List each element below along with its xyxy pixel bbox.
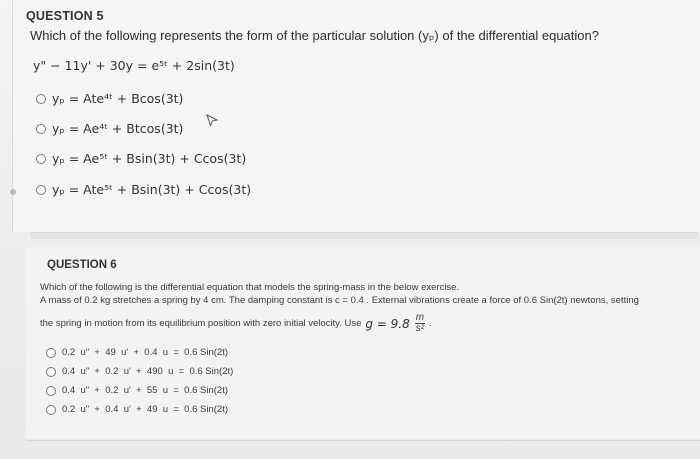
question-6-line-2: A mass of 0.2 kg stretches a spring by 4 cm. The damping constant is c = 0.4 . External vibrations create a force of 0.6 Sin(2t) newtons, setting [40, 295, 639, 306]
radio-button[interactable] [46, 386, 56, 396]
question-5-equation: y" − 11y' + 30y = e⁵ᵗ + 2sin(3t) [33, 58, 235, 73]
section-divider [30, 232, 698, 239]
radio-button[interactable] [36, 154, 46, 164]
radio-button[interactable] [46, 367, 56, 377]
question-6-line-3: the spring in motion from its equilibrium position with zero initial velocity. Use [40, 318, 362, 329]
question-5-title: QUESTION 5 [26, 9, 104, 23]
q5-option-2[interactable] [36, 121, 183, 136]
question-5-prompt: Which of the following represents the form of the particular solution (yₚ) of the differential equation? [30, 28, 599, 43]
question-6-line-1: Which of the following is the differential equation that models the spring-mass in the below exercise. [40, 282, 460, 293]
period: . [429, 318, 432, 329]
q5-option-4[interactable] [36, 182, 251, 197]
question-6-line-3-row [40, 313, 432, 334]
q5-option-1-label: yₚ = Ate⁴ᵗ + Bcos(3t) [52, 91, 184, 106]
mouse-pointer-icon [205, 113, 219, 127]
radio-button[interactable] [36, 124, 46, 134]
q6-option-3[interactable] [46, 385, 228, 396]
q6-option-3-label: 0.4 u" + 0.2 u' + 55 u = 0.6 Sin(2t) [62, 385, 228, 396]
q5-option-4-label: yₚ = Ate⁵ᵗ + Bsin(3t) + Ccos(3t) [52, 182, 252, 197]
gravity-units-denominator: s² [415, 323, 425, 334]
radio-button[interactable] [36, 185, 46, 195]
q5-option-3-label: yₚ = Ae⁵ᵗ + Bsin(3t) + Ccos(3t) [52, 151, 247, 166]
q6-option-1[interactable] [46, 347, 228, 358]
q6-option-2-label: 0.4 u" + 0.2 u' + 490 u = 0.6 Sin(2t) [62, 366, 234, 377]
gravity-units-numerator: m [415, 312, 425, 323]
gravity-expression: g = 9.8 [365, 316, 410, 331]
q6-option-2[interactable] [46, 366, 233, 377]
radio-button[interactable] [46, 405, 56, 415]
q5-option-1[interactable] [36, 91, 183, 106]
q5-option-2-label: yₚ = Ae⁴ᵗ + Btcos(3t) [52, 121, 184, 136]
radio-button[interactable] [36, 94, 46, 104]
q6-option-4-label: 0.2 u" + 0.4 u' + 49 u = 0.6 Sin(2t) [62, 404, 228, 415]
bullet-dot [10, 189, 16, 195]
bottom-divider [26, 440, 700, 441]
q6-option-1-label: 0.2 u" + 49 u' + 0.4 u = 0.6 Sin(2t) [62, 347, 228, 358]
radio-button[interactable] [46, 348, 56, 358]
question-6-title: QUESTION 6 [47, 259, 117, 271]
q6-option-4[interactable] [46, 404, 228, 415]
q5-option-3[interactable] [36, 151, 246, 166]
gravity-units-fraction [415, 313, 425, 334]
